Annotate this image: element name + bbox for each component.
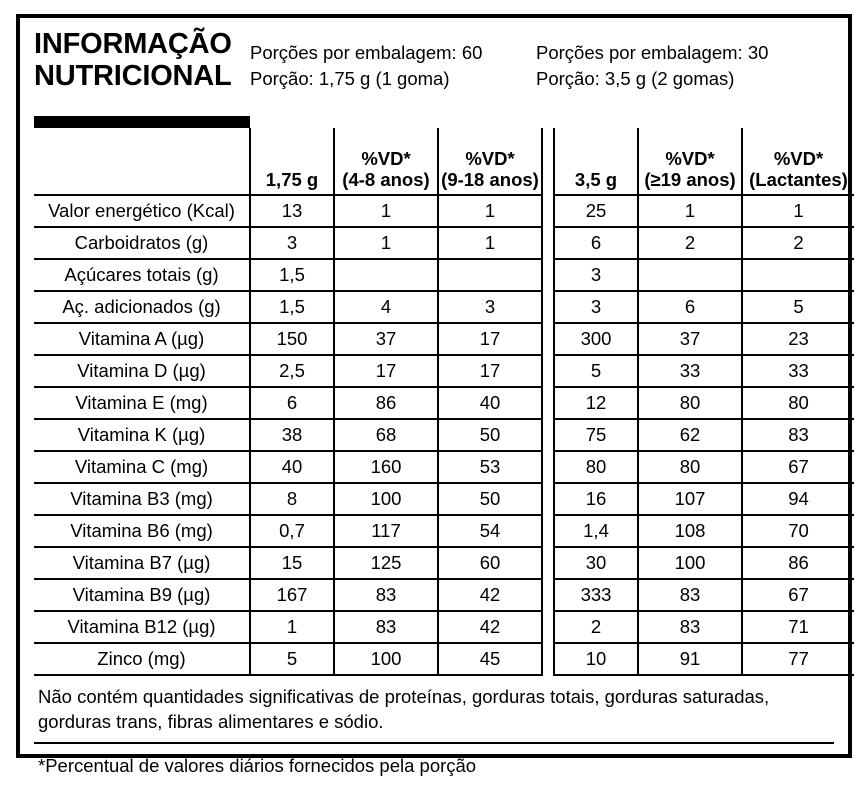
row-vd-right-1: 83 — [638, 611, 742, 643]
table-row — [34, 355, 854, 387]
row-amount-left: 1,5 — [250, 259, 334, 291]
row-vd-right-2: 5 — [742, 291, 854, 323]
row-amount-left: 5 — [250, 643, 334, 675]
header-vd-left-1-line1: %VD* — [361, 148, 411, 169]
row-amount-right: 30 — [554, 547, 638, 579]
row-vd-right-1 — [638, 259, 742, 291]
header-vd-left-2-line2: (9-18 anos) — [441, 169, 539, 190]
servings-right-line-1: Porções por embalagem: 30 — [536, 42, 769, 63]
servings-left — [250, 28, 536, 92]
header-vd-right-1 — [638, 128, 742, 195]
header-column-gap — [542, 128, 554, 195]
row-vd-left-1: 83 — [334, 579, 438, 611]
row-vd-left-2: 54 — [438, 515, 542, 547]
row-nutrient-name: Vitamina C (mg) — [34, 451, 250, 483]
row-nutrient-name: Vitamina A (µg) — [34, 323, 250, 355]
table-row — [34, 259, 854, 291]
row-vd-left-1: 117 — [334, 515, 438, 547]
row-nutrient-name: Vitamina B7 (µg) — [34, 547, 250, 579]
row-amount-right: 10 — [554, 643, 638, 675]
row-amount-right: 12 — [554, 387, 638, 419]
row-amount-left: 13 — [250, 195, 334, 227]
row-column-gap — [542, 547, 554, 579]
row-amount-right: 3 — [554, 259, 638, 291]
row-vd-right-1: 107 — [638, 483, 742, 515]
row-vd-left-1: 68 — [334, 419, 438, 451]
table-row — [34, 515, 854, 547]
row-vd-left-2: 45 — [438, 643, 542, 675]
row-vd-left-2: 1 — [438, 195, 542, 227]
row-vd-left-2: 60 — [438, 547, 542, 579]
row-vd-right-1: 91 — [638, 643, 742, 675]
row-vd-left-2: 42 — [438, 611, 542, 643]
table-row — [34, 419, 854, 451]
header-vd-right-2-line1: %VD* — [773, 148, 824, 169]
row-amount-right: 1,4 — [554, 515, 638, 547]
row-column-gap — [542, 227, 554, 259]
row-vd-right-2 — [742, 259, 854, 291]
row-amount-left: 3 — [250, 227, 334, 259]
row-nutrient-name: Zinco (mg) — [34, 643, 250, 675]
row-column-gap — [542, 323, 554, 355]
row-vd-right-2: 71 — [742, 611, 854, 643]
servings-right-line-2: Porção: 3,5 g (2 gomas) — [536, 68, 735, 89]
row-amount-right: 16 — [554, 483, 638, 515]
row-nutrient-name: Carboidratos (g) — [34, 227, 250, 259]
row-vd-left-1: 125 — [334, 547, 438, 579]
table-row — [34, 547, 854, 579]
table-row — [34, 451, 854, 483]
table-row — [34, 195, 854, 227]
row-nutrient-name: Vitamina B9 (µg) — [34, 579, 250, 611]
servings-right — [536, 28, 834, 92]
label-header — [34, 28, 834, 114]
table-row — [34, 611, 854, 643]
row-vd-right-2: 2 — [742, 227, 854, 259]
row-amount-left: 1 — [250, 611, 334, 643]
header-vd-right-1-line1: %VD* — [665, 148, 715, 169]
row-amount-right: 2 — [554, 611, 638, 643]
row-nutrient-name: Aç. adicionados (g) — [34, 291, 250, 323]
row-amount-right: 25 — [554, 195, 638, 227]
header-vd-left-2 — [438, 128, 542, 195]
nutrition-facts-label — [16, 14, 852, 776]
row-vd-left-1 — [334, 259, 438, 291]
row-column-gap — [542, 291, 554, 323]
row-vd-left-1: 100 — [334, 483, 438, 515]
row-vd-left-2: 50 — [438, 419, 542, 451]
row-vd-right-2: 94 — [742, 483, 854, 515]
row-vd-left-2: 40 — [438, 387, 542, 419]
row-amount-right: 80 — [554, 451, 638, 483]
row-column-gap — [542, 579, 554, 611]
row-vd-right-1: 33 — [638, 355, 742, 387]
header-amount-left: 1,75 g — [250, 128, 334, 195]
row-nutrient-name: Vitamina D (µg) — [34, 355, 250, 387]
title-underline-bar — [34, 116, 250, 128]
row-amount-right: 333 — [554, 579, 638, 611]
row-column-gap — [542, 195, 554, 227]
row-column-gap — [542, 451, 554, 483]
row-amount-right: 300 — [554, 323, 638, 355]
row-vd-right-1: 37 — [638, 323, 742, 355]
row-vd-right-2: 83 — [742, 419, 854, 451]
table-row — [34, 483, 854, 515]
row-vd-left-2: 1 — [438, 227, 542, 259]
row-column-gap — [542, 515, 554, 547]
table-body — [34, 195, 854, 675]
nutrition-table — [34, 128, 854, 676]
header-vd-left-2-line1: %VD* — [465, 148, 515, 169]
row-vd-right-2: 70 — [742, 515, 854, 547]
row-amount-left: 38 — [250, 419, 334, 451]
row-vd-right-1: 80 — [638, 451, 742, 483]
row-vd-left-2: 53 — [438, 451, 542, 483]
row-nutrient-name: Vitamina E (mg) — [34, 387, 250, 419]
row-vd-left-1: 86 — [334, 387, 438, 419]
table-row — [34, 291, 854, 323]
header-vd-right-1-line2: (≥19 anos) — [644, 169, 736, 190]
row-vd-left-1: 160 — [334, 451, 438, 483]
header-nutrient — [34, 128, 250, 195]
row-vd-right-1: 1 — [638, 195, 742, 227]
row-column-gap — [542, 419, 554, 451]
note-daily-values: *Percentual de valores diários fornecidos pela porção — [34, 742, 834, 786]
header-amount-right: 3,5 g — [554, 128, 638, 195]
row-vd-right-1: 6 — [638, 291, 742, 323]
title-line-1: INFORMAÇÃO — [34, 28, 232, 60]
row-nutrient-name: Vitamina B6 (mg) — [34, 515, 250, 547]
row-vd-right-2: 67 — [742, 579, 854, 611]
row-column-gap — [542, 483, 554, 515]
label-inner — [34, 28, 848, 776]
row-vd-right-1: 108 — [638, 515, 742, 547]
row-vd-left-1: 100 — [334, 643, 438, 675]
row-vd-left-1: 83 — [334, 611, 438, 643]
row-vd-right-2: 67 — [742, 451, 854, 483]
table-header-row — [34, 128, 854, 195]
row-column-gap — [542, 355, 554, 387]
row-vd-left-1: 37 — [334, 323, 438, 355]
row-vd-left-1: 1 — [334, 195, 438, 227]
row-amount-left: 6 — [250, 387, 334, 419]
row-amount-right: 75 — [554, 419, 638, 451]
row-vd-right-1: 62 — [638, 419, 742, 451]
header-vd-left-1 — [334, 128, 438, 195]
row-vd-left-2 — [438, 259, 542, 291]
row-amount-left: 2,5 — [250, 355, 334, 387]
header-vd-left-1-line2: (4-8 anos) — [342, 169, 430, 190]
row-vd-right-1: 83 — [638, 579, 742, 611]
row-vd-left-2: 17 — [438, 323, 542, 355]
row-amount-left: 40 — [250, 451, 334, 483]
row-vd-left-1: 17 — [334, 355, 438, 387]
row-amount-left: 1,5 — [250, 291, 334, 323]
row-nutrient-name: Vitamina K (µg) — [34, 419, 250, 451]
row-amount-right: 5 — [554, 355, 638, 387]
table-row — [34, 323, 854, 355]
label-title — [34, 28, 250, 92]
table-row — [34, 579, 854, 611]
row-nutrient-name: Vitamina B12 (µg) — [34, 611, 250, 643]
row-vd-left-2: 50 — [438, 483, 542, 515]
table-row — [34, 227, 854, 259]
row-vd-right-2: 86 — [742, 547, 854, 579]
header-vd-right-2 — [742, 128, 854, 195]
row-vd-right-1: 80 — [638, 387, 742, 419]
servings-left-line-2: Porção: 1,75 g (1 goma) — [250, 68, 450, 89]
row-amount-left: 15 — [250, 547, 334, 579]
row-vd-left-1: 4 — [334, 291, 438, 323]
row-vd-right-2: 80 — [742, 387, 854, 419]
row-vd-right-2: 23 — [742, 323, 854, 355]
row-vd-right-2: 33 — [742, 355, 854, 387]
row-vd-right-2: 77 — [742, 643, 854, 675]
header-vd-right-2-line2: (Lactantes) — [749, 169, 848, 190]
row-column-gap — [542, 259, 554, 291]
row-amount-left: 167 — [250, 579, 334, 611]
row-column-gap — [542, 643, 554, 675]
row-vd-left-2: 3 — [438, 291, 542, 323]
row-vd-left-2: 17 — [438, 355, 542, 387]
row-nutrient-name: Valor energético (Kcal) — [34, 195, 250, 227]
servings-left-line-1: Porções por embalagem: 60 — [250, 42, 483, 63]
table-row — [34, 643, 854, 675]
row-amount-right: 3 — [554, 291, 638, 323]
row-amount-left: 8 — [250, 483, 334, 515]
row-vd-left-1: 1 — [334, 227, 438, 259]
row-amount-left: 0,7 — [250, 515, 334, 547]
row-vd-right-1: 100 — [638, 547, 742, 579]
note-non-significant: Não contém quantidades significativas de proteínas, gorduras totais, gorduras saturadas, gorduras trans, fibras alimentares e sódio. — [38, 686, 770, 732]
row-vd-left-2: 42 — [438, 579, 542, 611]
row-vd-right-2: 1 — [742, 195, 854, 227]
row-column-gap — [542, 611, 554, 643]
row-vd-right-1: 2 — [638, 227, 742, 259]
title-line-2: NUTRICIONAL — [34, 60, 232, 92]
row-amount-left: 150 — [250, 323, 334, 355]
table-row — [34, 387, 854, 419]
row-nutrient-name: Açúcares totais (g) — [34, 259, 250, 291]
row-nutrient-name: Vitamina B3 (mg) — [34, 483, 250, 515]
row-column-gap — [542, 387, 554, 419]
row-amount-right: 6 — [554, 227, 638, 259]
